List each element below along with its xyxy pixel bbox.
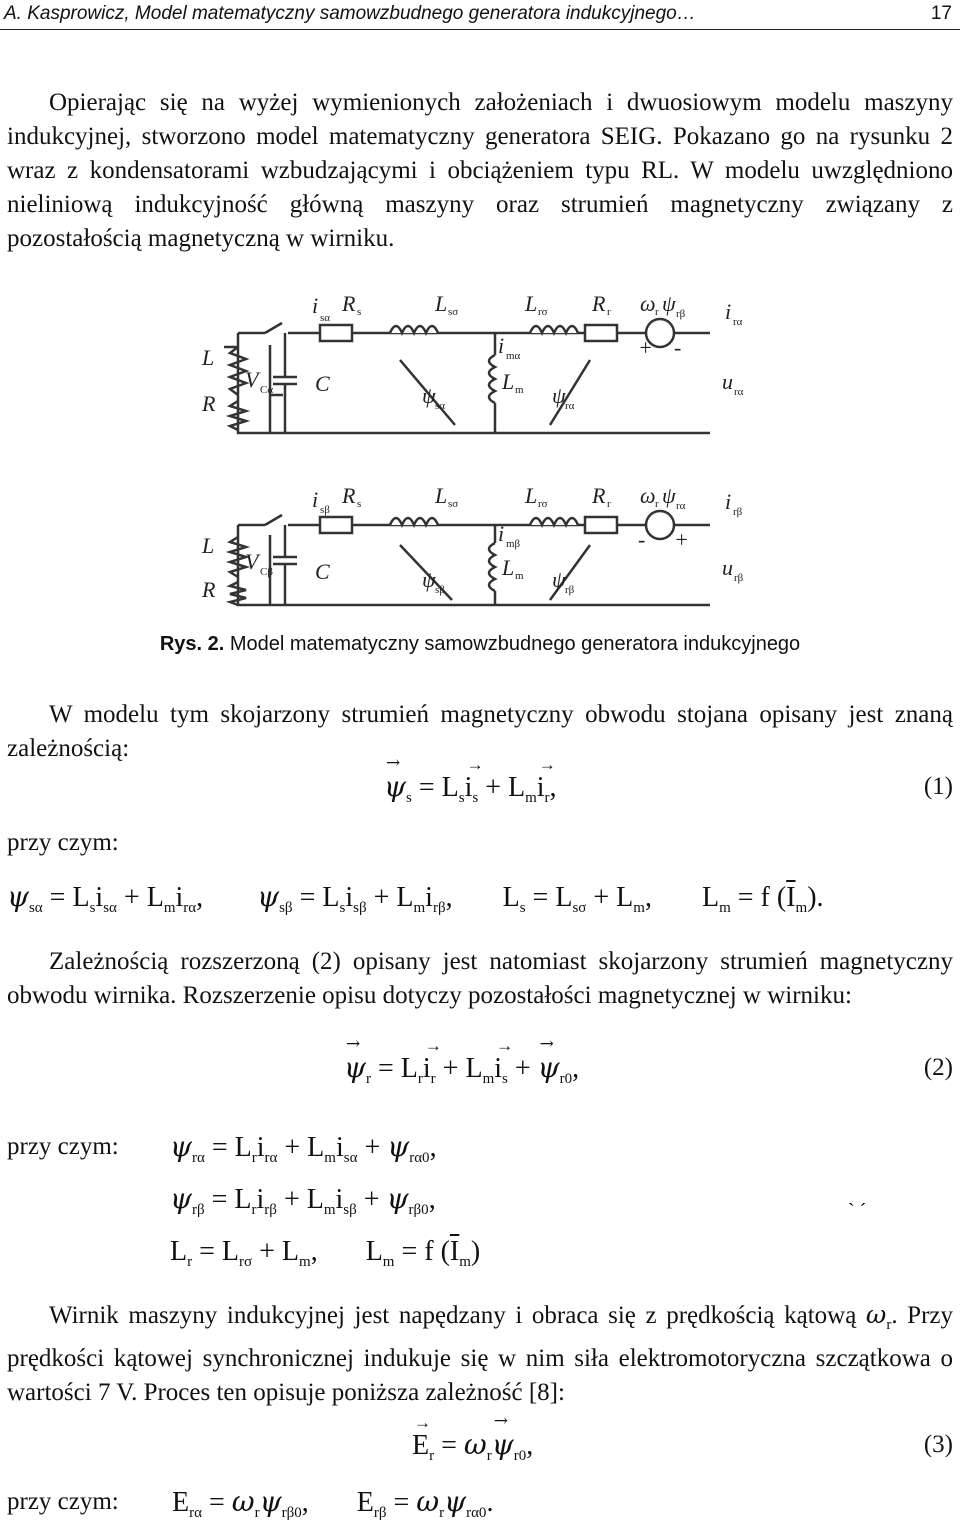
equation-1: → $\psi_s = L_s\to i_s + L_m\to i_r$, (384, 770, 557, 807)
beta-ur-sub: rβ (734, 572, 744, 584)
beta-C-label: C (315, 559, 330, 584)
beta-Lso-label: L (435, 483, 448, 508)
beta-omega-sub: r (655, 498, 659, 510)
beta-Lro-sub: rσ (538, 498, 548, 510)
beta-plus: + (674, 527, 689, 552)
beta-minus: - (638, 527, 646, 552)
przy-czym-label-3: przy czym: (7, 1488, 119, 1515)
beta-ir-label: i (725, 489, 732, 514)
beta-psir-label: ψ (552, 567, 566, 592)
alpha-psir-label: ψ (552, 383, 566, 408)
paragraph-stator: W modelu tym skojarzony strumień magnetyczny obwodu stojana opisany jest znaną zależnością: (7, 701, 953, 762)
alpha-psir-sub: rα (565, 400, 575, 412)
alpha-Rr-label: R (592, 291, 606, 316)
beta-Rr-sub: r (607, 498, 611, 510)
alpha-Rs-label: R (342, 291, 356, 316)
alpha-Lso-sub: sσ (448, 306, 459, 318)
alpha-is-sub: sα (320, 312, 331, 324)
beta-omega-label: ω (640, 483, 656, 508)
beta-ur-label: u (722, 555, 733, 580)
caption-label: Rys. 2. (159, 633, 225, 655)
equation-3: → $E_r = \omega_r\to \psi_{r0}$, (412, 1428, 533, 1465)
alpha-Lm-sub: m (515, 384, 524, 396)
alpha-psi-src-label: ψ (662, 291, 676, 316)
beta-im-sub: mβ (506, 538, 521, 550)
beta-psir-sub: rβ (565, 584, 575, 596)
beta-psi-src-label: ψ (662, 483, 676, 508)
alpha-omega-label: ω (640, 291, 656, 316)
beta-Rs-sub: s (357, 498, 362, 510)
equation-2c: $L_r = L_{r\sigma} + L_m$, $L_m = f$ $(\overline{I}_m)$ (170, 1236, 481, 1270)
equation-3-components: $E_{r\alpha} = \omega_r\psi_{r\beta 0}$, $E_{r\beta} = \omega_r\psi_{r\alpha 0}$. (172, 1485, 494, 1521)
alpha-minus: - (674, 335, 682, 360)
przy-czym-label-1: przy czym: (7, 829, 119, 856)
equation-3-number: (3) (923, 1431, 953, 1458)
paragraph-rotor: Zależnością rozszerzoną (2) opisany jest natomiast skojarzony strumień magnetyczny obwodu wirnika. Rozszerzenie opisu dotyczy pozostałości magnetycznej w wirniku: (7, 948, 953, 1009)
alpha-psis-label: ψ (422, 383, 436, 408)
page-number: 17 (930, 3, 952, 24)
alpha-ir-sub: rα (733, 316, 743, 328)
alpha-Rr-sub: r (607, 306, 611, 318)
equation-2b: $\psi_{r\beta} = L_ri_{r\beta} + L_mi_{s\beta} + \psi_{r\beta 0}$, (170, 1182, 436, 1218)
alpha-im-label: i (498, 333, 505, 358)
caption-text: Model matematyczny samowzbudnego generatora indukcyjnego (229, 633, 801, 655)
alpha-V-label: V (245, 367, 259, 392)
beta-Rr-label: R (592, 483, 606, 508)
beta-ir-sub: rβ (733, 506, 743, 518)
alpha-is-label: i (312, 293, 319, 318)
alpha-L-label: L (202, 345, 215, 370)
alpha-Rs-sub: s (357, 306, 362, 318)
beta-psis-label: ψ (422, 567, 436, 592)
przy-czym-label-2: przy czym: (7, 1133, 119, 1160)
beta-R-label: R (202, 577, 216, 602)
beta-is-label: i (312, 487, 319, 512)
alpha-Lro-label: L (525, 291, 538, 316)
alpha-omega-sub: r (655, 306, 659, 318)
figure-caption (0, 633, 960, 656)
beta-V-label: V (245, 549, 259, 574)
equation-1-number: (1) (923, 773, 953, 800)
beta-Lm-sub: m (515, 570, 524, 582)
beta-Lso-sub: sσ (448, 498, 459, 510)
beta-im-label: i (498, 521, 505, 546)
alpha-ur-label: u (722, 369, 733, 394)
alpha-ur-sub: rα (734, 386, 744, 398)
stray-marks: ` ´ (848, 1200, 867, 1222)
alpha-plus: + (638, 335, 653, 360)
alpha-R-label: R (202, 391, 216, 416)
alpha-Lro-sub: rσ (538, 306, 548, 318)
equation-1-components: $\psi_{s\alpha} = L_si_{s\alpha} + L_mi_{r\alpha}$, $\psi_{s\beta} = L_si_{s\beta} + L_mi_{r\beta}$, $L_s = L_{s\sigma} + L_m$, $L_m = f$ $(\overline{I}_m)$. (7, 880, 824, 916)
beta-L-label: L (202, 533, 215, 558)
equation-2: → $\psi_r = L_r\to i_r + L_m\to i_s$ + → $\psi_{r0}$, (344, 1051, 579, 1088)
header-title: A. Kasprowicz, Model matematyczny samowzbudnego generatora indukcyjnego… (4, 3, 696, 24)
beta-V-sub: Cβ (260, 566, 273, 578)
alpha-ir-label: i (725, 299, 732, 324)
running-header (0, 0, 960, 30)
equation-2-number: (2) (923, 1054, 953, 1081)
alpha-V-sub: Cα (260, 384, 274, 396)
paragraph-intro: Opierając się na wyżej wymienionych założeniach i dwuosiowym modelu maszyny indukcyjnej, stworzono model matematyczny generatora SEIG. Pokazano go na rysunku 2 wraz z kondensatorami wzbudzającymi i obciążeniem typu RL. W modelu uwzględniono nieliniową indukcyjność główną maszyny oraz strumień magnetyczny związany z pozostałością magnetyczną w wirniku. (7, 89, 953, 252)
beta-Lm-label: L (502, 555, 515, 580)
alpha-im-sub: mα (506, 350, 521, 362)
beta-is-sub: sβ (320, 504, 330, 516)
alpha-psis-sub: sα (435, 400, 446, 412)
paragraph-emf: Wirnik maszyny indukcyjnej jest napędzany i obraca się z prędkością kątową $\omega_r$. Przy prędkości kątowej synchronicznej indukuje się w nim siła elektromotoryczna szczątkowa o wartości 7 V. Proces ten opisuje poniższa zależność [8]: (7, 1300, 953, 1406)
alpha-Lso-label: L (435, 291, 448, 316)
beta-psi-src-sub: rα (676, 500, 686, 512)
equation-2a: $\psi_{r\alpha} = L_ri_{r\alpha} + L_mi_{s\alpha} + \psi_{r\alpha 0}$, (170, 1130, 437, 1166)
alpha-C-label: C (315, 371, 330, 396)
alpha-Lm-label: L (502, 369, 515, 394)
beta-Lro-label: L (525, 483, 538, 508)
beta-psis-sub: sβ (435, 584, 445, 596)
alpha-psi-src-sub: rβ (676, 308, 686, 320)
beta-Rs-label: R (342, 483, 356, 508)
circuit-diagram (190, 285, 780, 615)
